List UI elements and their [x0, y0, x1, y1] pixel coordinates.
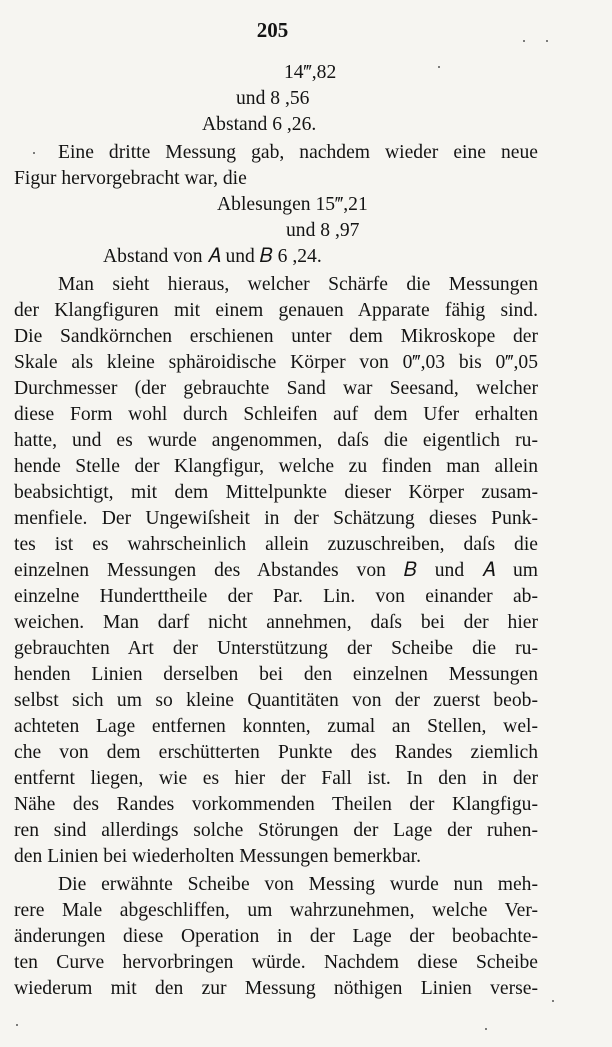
paragraph-2-line-19: che von dem erschütterten Punkte des Randes ziemlich — [14, 742, 538, 763]
scan-speck — [552, 1000, 554, 1002]
paragraph-2-line-9: beabsichtigt, mit dem Mittelpunkte dieser Körper zusam- — [14, 482, 538, 503]
paragraph-2-line-21: Nähe des Randes vorkommenden Theilen der Klangfigu- — [14, 794, 538, 815]
paragraph-2-line-7: hatte, und es wurde angenommen, daſs die eigentlich ru- — [14, 430, 538, 451]
scan-speck — [438, 66, 440, 68]
paragraph-2-line-5: Durchmesser (der gebrauchte Sand war Seesand, welcher — [14, 378, 538, 399]
paragraph-2-line-14: weichen. Man darf nicht annehmen, daſs bei der hier — [14, 612, 538, 633]
scan-speck — [485, 1028, 487, 1030]
reading-2-line-1: Ablesungen 15‴,21 — [217, 194, 368, 215]
paragraph-1-line-1: Eine dritte Messung gab, nachdem wieder eine neue — [58, 142, 538, 163]
paragraph-3-line-4: ten Curve hervorbringen würde. Nachdem diese Scheibe — [14, 952, 538, 973]
paragraph-3-line-2: rere Male abgeschliffen, um wahrzunehmen, welche Ver- — [14, 900, 538, 921]
paragraph-2-line-18: achteten Lage entfernen konnten, zumal an Stellen, wel- — [14, 716, 538, 737]
scan-speck — [523, 40, 525, 42]
paragraph-2-line-10: menfiele. Der Ungewiſsheit in der Schätzung dieses Punk- — [14, 508, 538, 529]
paragraph-3-line-1: Die erwähnte Scheibe von Messing wurde nun meh- — [58, 874, 538, 895]
page-number: 205 — [256, 18, 289, 42]
scan-speck — [33, 152, 35, 154]
paragraph-2-line-3: Die Sandkörnchen erschienen unter dem Mikroskope der — [14, 326, 538, 347]
paragraph-1-line-2: Figur hervorgebracht war, die — [14, 168, 247, 189]
reading-1-line-3: Abstand 6 ,26. — [202, 114, 317, 135]
paragraph-2-line-23: den Linien bei wiederholten Messungen bemerkbar. — [14, 846, 421, 867]
paragraph-2-line-20: entfernt liegen, wie es hier der Fall ist. In den in der — [14, 768, 538, 789]
paragraph-2-line-12: einzelnen Messungen des Abstandes von 𝐵 und 𝐴 um — [14, 560, 538, 581]
paragraph-2-line-8: hende Stelle der Klangfigur, welche zu finden man allein — [14, 456, 538, 477]
reading-2-line-3: Abstand von 𝐴 und 𝐵 6 ,24. — [103, 246, 322, 267]
paragraph-2-line-15: gebrauchten Art der Unterstützung der Scheibe die ru- — [14, 638, 538, 659]
paragraph-2-line-22: ren sind allerdings solche Störungen der Lage der ruhen- — [14, 820, 538, 841]
paragraph-2-line-11: tes ist es wahrscheinlich allein zuzuschreiben, daſs die — [14, 534, 538, 555]
scan-speck — [16, 1024, 18, 1026]
paragraph-2-line-17: selbst sich um so kleine Quantitäten von der zuerst beob- — [14, 690, 538, 711]
paragraph-2-line-4: Skale als kleine sphäroidische Körper von 0‴,03 bis 0‴,05 — [14, 352, 538, 373]
reading-1-line-1: 14‴,82 — [284, 62, 337, 83]
reading-2-line-2: und 8 ,97 — [286, 220, 360, 241]
paragraph-2-line-1: Man sieht hieraus, welcher Schärfe die Messungen — [58, 274, 538, 295]
paragraph-3-line-5: wiederum mit den zur Messung nöthigen Linien verse- — [14, 978, 538, 999]
paragraph-2-line-13: einzelne Hunderttheile der Par. Lin. von einander ab- — [14, 586, 538, 607]
paragraph-2-line-16: henden Linien derselben bei den einzelnen Messungen — [14, 664, 538, 685]
paragraph-2-line-6: diese Form wohl durch Schleifen auf dem Ufer erhalten — [14, 404, 538, 425]
paragraph-2-line-2: der Klangfiguren mit einem genauen Apparate fähig sind. — [14, 300, 538, 321]
scan-speck — [546, 40, 548, 42]
paragraph-3-line-3: änderungen diese Operation in der Lage der beobachte- — [14, 926, 538, 947]
reading-1-line-2: und 8 ,56 — [236, 88, 310, 109]
